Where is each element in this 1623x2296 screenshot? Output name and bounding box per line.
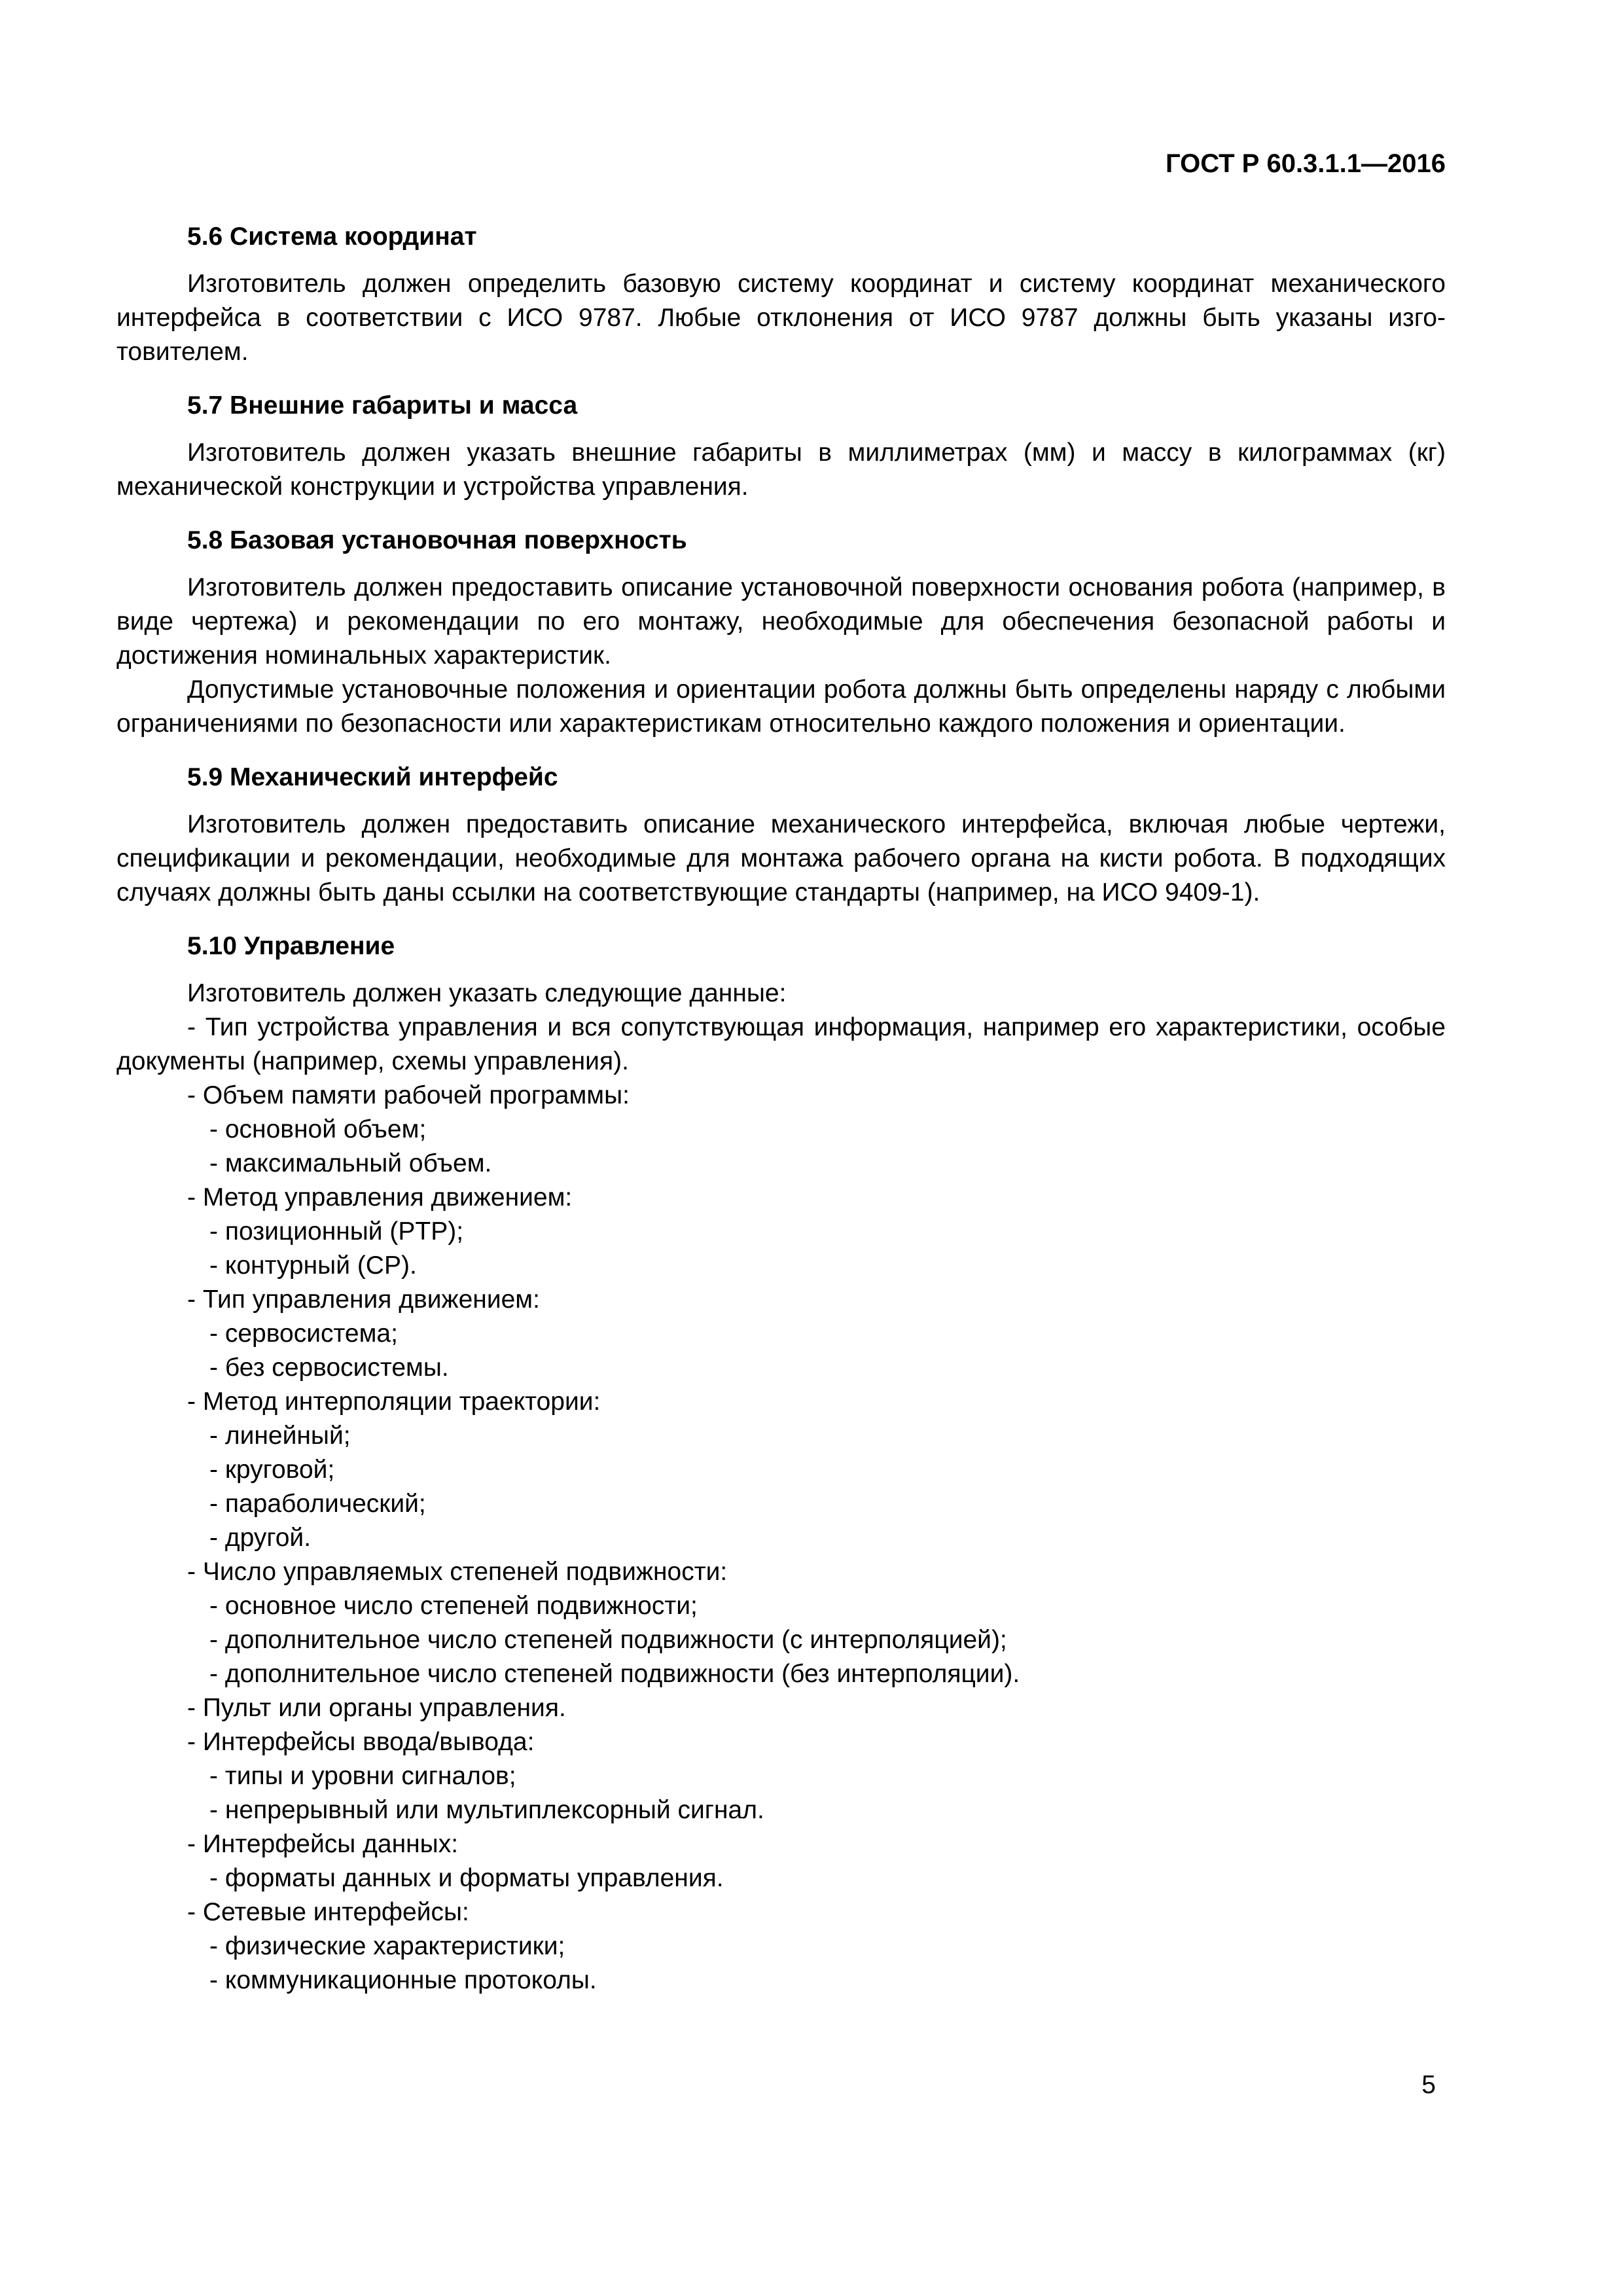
- dash-marker: -: [209, 1490, 218, 1518]
- sub-list-item: [116, 1521, 1446, 1555]
- sub-list-item-text: форматы данных и форматы управления.: [224, 1864, 724, 1892]
- sub-list-item: [116, 1793, 1446, 1827]
- dash-marker: -: [209, 1251, 218, 1280]
- dash-marker: -: [209, 1319, 218, 1348]
- dash-marker: -: [209, 1524, 218, 1552]
- dash-marker: -: [209, 1217, 218, 1246]
- sub-list-item: [116, 1589, 1446, 1623]
- sub-list-item: [116, 1351, 1446, 1385]
- sub-list-item: [116, 1861, 1446, 1895]
- sub-list-item-text: коммуникационные протоколы.: [224, 1966, 597, 1994]
- sub-list-item: [116, 1249, 1446, 1283]
- dash-marker: -: [209, 1149, 218, 1177]
- list-item-text: Тип управления движением:: [202, 1285, 540, 1314]
- section-5-6: [116, 219, 1446, 369]
- sub-list-item: [116, 1215, 1446, 1249]
- list-item: [116, 1079, 1446, 1113]
- sub-list-item-text: дополнительное число степеней подвижности (без интерполяции).: [224, 1660, 1020, 1688]
- list-item: [116, 1691, 1446, 1725]
- dash-marker: -: [187, 1694, 196, 1722]
- sub-list-item: [116, 1657, 1446, 1691]
- list-item-text: Число управляемых степеней подвижности:: [202, 1558, 728, 1586]
- section-heading: 5.7 Внешние габариты и масса: [187, 391, 578, 420]
- sub-list-item: [116, 1964, 1446, 1998]
- dash-marker: -: [187, 1898, 196, 1926]
- list-item-text: Метод интерполяции траектории:: [202, 1388, 601, 1416]
- dash-marker: -: [187, 1183, 196, 1211]
- dash-marker: -: [209, 1456, 218, 1484]
- sub-list-item-text: физические характеристики;: [224, 1932, 565, 1960]
- dash-marker: -: [209, 1966, 218, 1994]
- list-item: [116, 1385, 1446, 1419]
- dash-marker: -: [187, 1013, 196, 1041]
- list-item-text: Тип устройства управления и вся сопутствующая информация, например его характеристики, особые документы (например, схемы управления).: [116, 1013, 1446, 1075]
- sub-list-item: [116, 1317, 1446, 1351]
- list-item-text: Интерфейсы данных:: [202, 1830, 459, 1858]
- section-5-10: [116, 928, 1446, 1998]
- sub-list-item-text: основной объем;: [224, 1115, 427, 1143]
- sub-list-item: [116, 1929, 1446, 1964]
- paragraph: Допустимые установочные положения и ориентации робота должны быть определены наряду с любыми ограничениями по безопасности или характеристикам относительно каждого положения и ориентации.: [116, 675, 1446, 738]
- dash-marker: -: [187, 1830, 196, 1858]
- list-item: [116, 1011, 1446, 1079]
- paragraph: Изготовитель должен предоставить описание установочной поверхности основания робота (например, в виде чертежа) и рекомендации по его монтажу, необходимые для обеспечения безопасной работы и достижения номинальных характеристик.: [116, 573, 1446, 670]
- dash-marker: -: [209, 1864, 218, 1892]
- list-item-text: Интерфейсы ввода/вывода:: [202, 1728, 535, 1756]
- dash-marker: -: [209, 1626, 218, 1654]
- sub-list-item-text: максимальный объем.: [224, 1149, 492, 1177]
- control-data-list: [116, 1011, 1446, 1998]
- sub-list-item-text: круговой;: [224, 1456, 335, 1484]
- sub-list-item-text: линейный;: [224, 1422, 351, 1450]
- sub-list-item-text: контурный (CP).: [224, 1251, 417, 1280]
- dash-marker: -: [187, 1285, 196, 1314]
- section-heading: 5.8 Базовая установочная поверхность: [187, 526, 687, 554]
- list-item: [116, 1895, 1446, 1929]
- sub-list-item-text: дополнительное число степеней подвижности (с интерполяцией);: [224, 1626, 1007, 1654]
- dash-marker: -: [209, 1422, 218, 1450]
- sub-list-item-text: типы и уровни сигналов;: [224, 1762, 516, 1790]
- list-item: [116, 1827, 1446, 1861]
- list-item-text: Сетевые интерфейсы:: [202, 1898, 469, 1926]
- sub-list-item-text: позиционный (PTP);: [224, 1217, 464, 1246]
- dash-marker: -: [209, 1115, 218, 1143]
- section-5-8: [116, 522, 1446, 741]
- list-item: [116, 1725, 1446, 1759]
- dash-marker: -: [209, 1796, 218, 1824]
- sub-list-item: [116, 1419, 1446, 1453]
- list-item-text: Объем памяти рабочей программы:: [202, 1081, 630, 1109]
- dash-marker: -: [209, 1660, 218, 1688]
- sub-list-item: [116, 1623, 1446, 1657]
- sub-list-item: [116, 1147, 1446, 1181]
- dash-marker: -: [209, 1592, 218, 1620]
- dash-marker: -: [187, 1728, 196, 1756]
- document-id-header: ГОСТ Р 60.3.1.1—2016: [1165, 149, 1446, 178]
- sub-list-item-text: без сервосистемы.: [224, 1354, 449, 1382]
- paragraph: Изготовитель должен определить базовую систему координат и систему координат механического интерфейса в соответствии с ИСО 9787. Любые отклонения от ИСО 9787 должны быть указаны изготовителем.: [116, 270, 1446, 366]
- section-5-7: [116, 387, 1446, 504]
- sub-list-item: [116, 1487, 1446, 1521]
- list-item-text: Пульт или органы управления.: [202, 1694, 566, 1722]
- sub-list-item-text: параболический;: [224, 1490, 426, 1518]
- paragraph: Изготовитель должен указать внешние габариты в миллиметрах (мм) и массу в килограммах (кг) механической конструкции и устройства управления.: [116, 439, 1446, 501]
- section-heading: 5.9 Механический интерфейс: [187, 763, 558, 791]
- dash-marker: -: [187, 1081, 196, 1109]
- page-number: 5: [1421, 2071, 1436, 2099]
- section-5-9: [116, 759, 1446, 910]
- dash-marker: -: [187, 1388, 196, 1416]
- sub-list-item-text: основное число степеней подвижности;: [224, 1592, 698, 1620]
- list-item: [116, 1555, 1446, 1589]
- paragraph: Изготовитель должен предоставить описание механического интерфейса, включая любые чертежи, спецификации и рекомендации, необходимые для монтажа рабочего органа на кисти робота. В подходящих случаях должны быть даны ссылки на соответствующие стандарты (например, на ИСО 9409-1).: [116, 810, 1446, 906]
- section-heading: 5.10 Управление: [187, 932, 395, 960]
- list-item: [116, 1283, 1446, 1317]
- sub-list-item-text: непрерывный или мультиплексорный сигнал.: [224, 1796, 764, 1824]
- paragraph: Изготовитель должен указать следующие данные:: [187, 979, 787, 1007]
- sub-list-item: [116, 1113, 1446, 1147]
- section-heading: 5.6 Система координат: [187, 223, 477, 251]
- dash-marker: -: [209, 1354, 218, 1382]
- list-item: [116, 1181, 1446, 1215]
- dash-marker: -: [209, 1932, 218, 1960]
- page-content: [116, 219, 1446, 2016]
- dash-marker: -: [187, 1558, 196, 1586]
- dash-marker: -: [209, 1762, 218, 1790]
- list-item-text: Метод управления движением:: [202, 1183, 573, 1211]
- sub-list-item: [116, 1453, 1446, 1487]
- sub-list-item-text: сервосистема;: [224, 1319, 398, 1348]
- sub-list-item-text: другой.: [224, 1524, 312, 1552]
- sub-list-item: [116, 1759, 1446, 1793]
